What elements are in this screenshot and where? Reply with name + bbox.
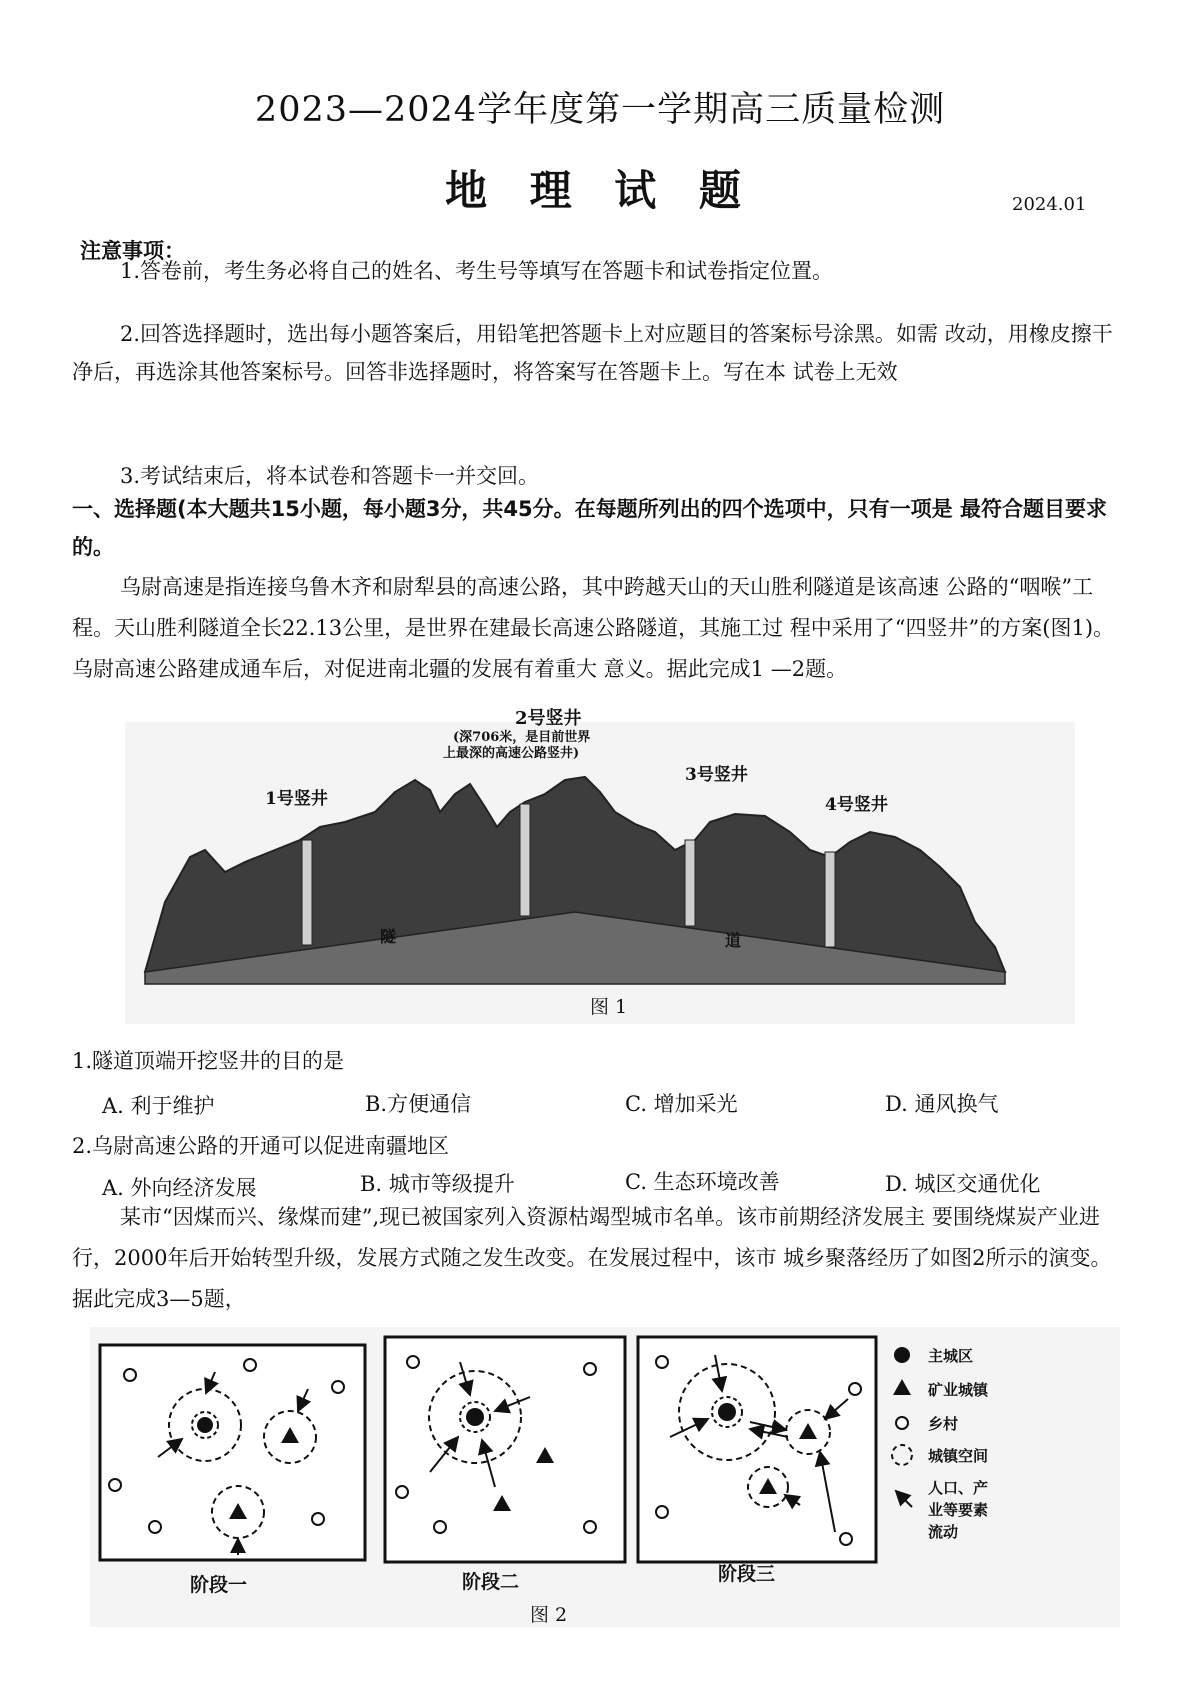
shaft-2-note-2: 上最深的高速公路竖井) bbox=[443, 746, 580, 761]
shaft-4-label: 4号竖井 bbox=[825, 795, 888, 815]
shaft-3-label: 3号竖井 bbox=[685, 765, 748, 785]
figure-1 bbox=[125, 708, 1075, 1024]
stage-1-label: 阶段一 bbox=[190, 1574, 248, 1596]
figure-2-caption: 图 2 bbox=[530, 1604, 568, 1626]
question-1-option-a: A. 利于维护 bbox=[102, 1094, 215, 1118]
legend-flow-3: 流动 bbox=[928, 1523, 959, 1541]
notice-item-3: 3.考试结束后，将本试卷和答题卡一并交回。 bbox=[120, 464, 540, 488]
notice-item-1: 1.答卷前，考生务必将自己的姓名、考生号等填写在答题卡和试卷指定位置。 bbox=[120, 259, 834, 283]
legend-mining-town: 矿业城镇 bbox=[928, 1381, 989, 1399]
passage-2: 某市“因煤而兴、缘煤而建”,现已被国家列入资源枯竭型城市名单。该市前期经济发展主 要围绕煤炭产业进行，2000年后开始转型升级，发展方式随之发生改变。在发展过程中，该市 城乡聚落经历了如图2所示的演变。据此完成3—5题， bbox=[72, 1205, 1112, 1311]
figure-1-caption: 图 1 bbox=[590, 996, 628, 1018]
question-2-stem: 2.乌尉高速公路的开通可以促进南疆地区 bbox=[72, 1134, 450, 1158]
stage-3-label: 阶段三 bbox=[718, 1563, 776, 1585]
passage-1: 乌尉高速是指连接乌鲁木齐和尉犁县的高速公路，其中跨越天山的天山胜利隧道是该高速 公路的“咽喉”工程。天山胜利隧道全长22.13公里，是世界在建最长高速公路隧道，其施工过 程中采用了“四竖井”的方案(图1)。乌尉高速公路建成通车后，对促进南北疆的发展有着重大 意义。据此完成1 —2题。 bbox=[72, 575, 1115, 681]
question-2-option-b: B. 城市等级提升 bbox=[360, 1172, 515, 1196]
exam-title: 2023—2024学年度第一学期高三质量检测 bbox=[254, 90, 946, 130]
stage-2-label: 阶段二 bbox=[462, 1571, 520, 1593]
question-1-stem: 1.隧道顶端开挖竖井的目的是 bbox=[72, 1049, 345, 1073]
question-1-option-d: D. 通风换气 bbox=[885, 1092, 999, 1116]
exam-date: 2024.01 bbox=[1012, 194, 1087, 215]
legend-flow-2: 业等要素 bbox=[928, 1501, 989, 1519]
question-2-option-d: D. 城区交通优化 bbox=[885, 1172, 1041, 1196]
tunnel-cross-section bbox=[125, 722, 1075, 1024]
question-1-option-b: B.方便通信 bbox=[365, 1092, 472, 1116]
notice-item-2: 2.回答选择题时，选出每小题答案后，用铅笔把答题卡上对应题目的答案标号涂黑。如需 改动，用橡皮擦干净后，再选涂其他答案标号。回答非选择题时，将答案写在答题卡上。写在本 试卷上无效 bbox=[72, 322, 1113, 384]
question-1-option-c: C. 增加采光 bbox=[625, 1092, 738, 1116]
legend-village: 乡村 bbox=[928, 1415, 959, 1433]
shaft-2-note-1: (深706米，是目前世界 bbox=[453, 730, 591, 745]
section-heading: 一、选择题(本大题共15小题，每小题3分，共45分。在每题所列出的四个选项中，只有一项是 最符合题目要求的。 bbox=[72, 497, 1107, 559]
tunnel-label-2: 道 bbox=[725, 931, 742, 950]
figure-2 bbox=[90, 1327, 1120, 1627]
tunnel-label-1: 隧 bbox=[380, 927, 397, 946]
question-2-option-c: C. 生态环境改善 bbox=[625, 1170, 780, 1194]
shaft-2-label: 2号竖井 bbox=[515, 708, 582, 729]
legend-flow-1: 人口、产 bbox=[928, 1479, 989, 1497]
exam-subtitle: 地 理 试 题 bbox=[445, 166, 755, 215]
shaft-1-label: 1号竖井 bbox=[265, 789, 328, 809]
notice-heading: 注意事项： bbox=[80, 239, 185, 263]
legend-town-space: 城镇空间 bbox=[928, 1447, 989, 1465]
legend-main-city: 主城区 bbox=[928, 1347, 974, 1365]
question-2-option-a: A. 外向经济发展 bbox=[102, 1176, 257, 1200]
